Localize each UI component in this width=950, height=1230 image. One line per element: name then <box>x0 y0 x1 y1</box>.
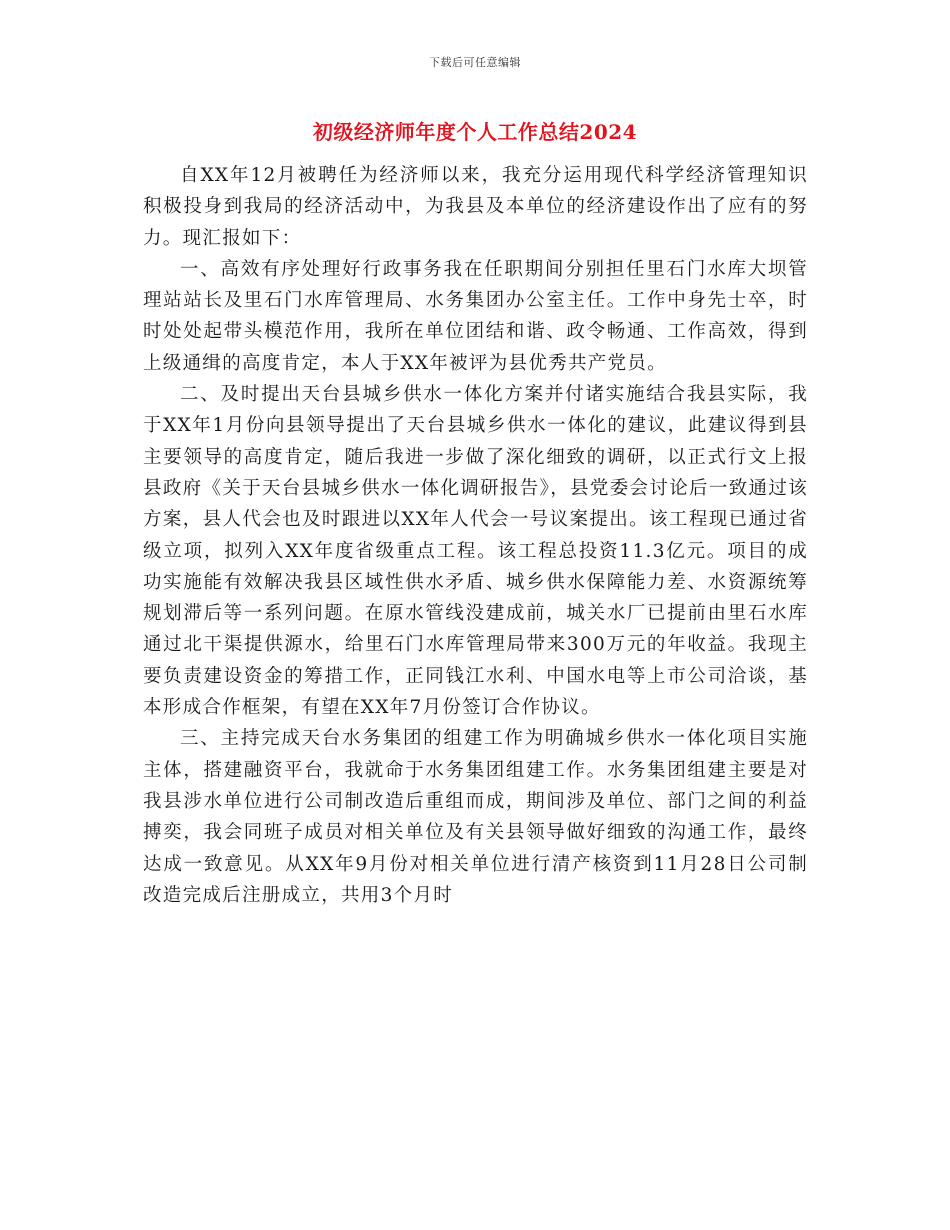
paragraph-section-2: 二、及时提出天台县城乡供水一体化方案并付诸实施结合我县实际，我于XX年1月份向县领导提出了天台县城乡供水一体化的建议，此建议得到县主要领导的高度肯定，随后我进一步做了深化细致的调研，以正式行文上报县政府《关于天台县城乡供水一体化调研报告》，县党委会讨论后一致通过该方案，县人代会也及时跟进以XX年人代会一号议案提出。该工程现已通过省级立项，拟列入XX年度省级重点工程。该工程总投资11.3亿元。项目的成功实施能有效解决我县区域性供水矛盾、城乡供水保障能力差、水资源统筹规划滞后等一系列问题。在原水管线没建成前，城关水厂已提前由里石水库通过北干渠提供源水，给里石门水库管理局带来300万元的年收益。我现主要负责建设资金的筹措工作，正同钱江水利、中国水电等上市公司洽谈，基本形成合作框架，有望在XX年7月份签订合作协议。 <box>143 384 808 719</box>
paragraph-intro: 自XX年12月被聘任为经济师以来，我充分运用现代科学经济管理知识积极投身到我局的经济活动中，为我县及本单位的经济建设作出了应有的努力。现汇报如下： <box>143 165 808 249</box>
running-header: 下载后可任意编辑 <box>429 56 521 69</box>
paragraph-section-3: 三、主持完成天台水务集团的组建工作为明确城乡供水一体化项目实施主体，搭建融资平台，我就命于水务集团组建工作。水务集团组建主要是对我县涉水单位进行公司制改造后重组而成，期间涉及单位、部门之间的利益搏奕，我会同班子成员对相关单位及有关县领导做好细致的沟通工作，最终达成一致意见。从XX年9月份对相关单位进行清产核资到11月28日公司制改造完成后注册成立，共用3个月时 <box>143 728 808 906</box>
paragraph-section-1: 一、高效有序处理好行政事务我在任职期间分别担任里石门水库大坝管理站站长及里石门水库管理局、水务集团办公室主任。工作中身先士卒，时时处处起带头模范作用，我所在单位团结和谐、政令畅通、工作高效，得到上级通缉的高度肯定，本人于XX年被评为县优秀共产党员。 <box>143 258 808 374</box>
document-title: 初级经济师年度个人工作总结2024 <box>312 120 638 144</box>
document-body <box>143 160 808 911</box>
